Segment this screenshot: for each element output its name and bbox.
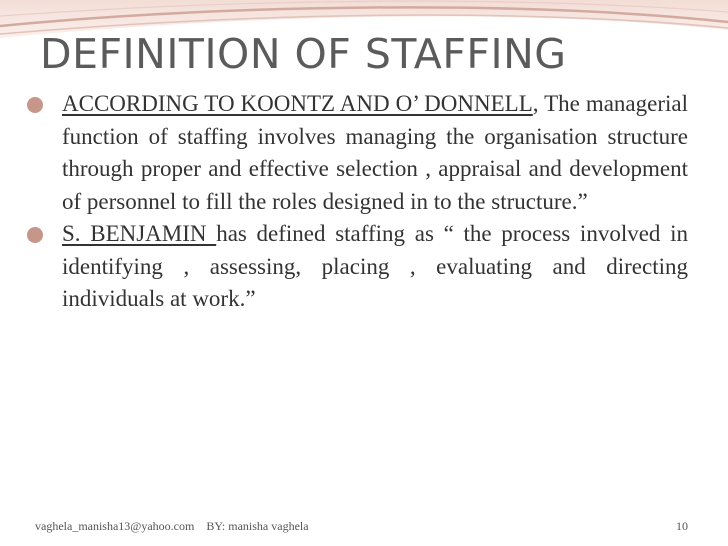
page-number: 10 <box>676 519 688 533</box>
bullet-source: ACCORDING TO KOONTZ AND O’ DONNELL <box>62 91 533 116</box>
bullet-text: has defined staffing as “ the process involved in identifying , assessing, placing , evaluating and directing individuals at work.” <box>62 221 688 311</box>
footer-email: vaghela_manisha13@yahoo.com <box>35 519 195 533</box>
bullet-icon <box>24 224 46 246</box>
bullet-icon <box>24 94 46 116</box>
bullet-source: S. BENJAMIN <box>62 221 217 246</box>
footer-credits <box>35 519 309 534</box>
bullet-text: , The managerial function of staffing involves managing the organisation structure through proper and effective selection , appraisal and development of personnel to fill the roles designed in to the structure.” <box>62 91 688 214</box>
bullet-item <box>24 218 688 316</box>
slide-footer <box>0 516 728 536</box>
slide-title: DEFINITION OF STAFFING <box>40 30 567 78</box>
footer-author: BY: manisha vaghela <box>206 519 309 533</box>
bullet-item <box>24 88 688 218</box>
slide-body <box>24 88 688 316</box>
